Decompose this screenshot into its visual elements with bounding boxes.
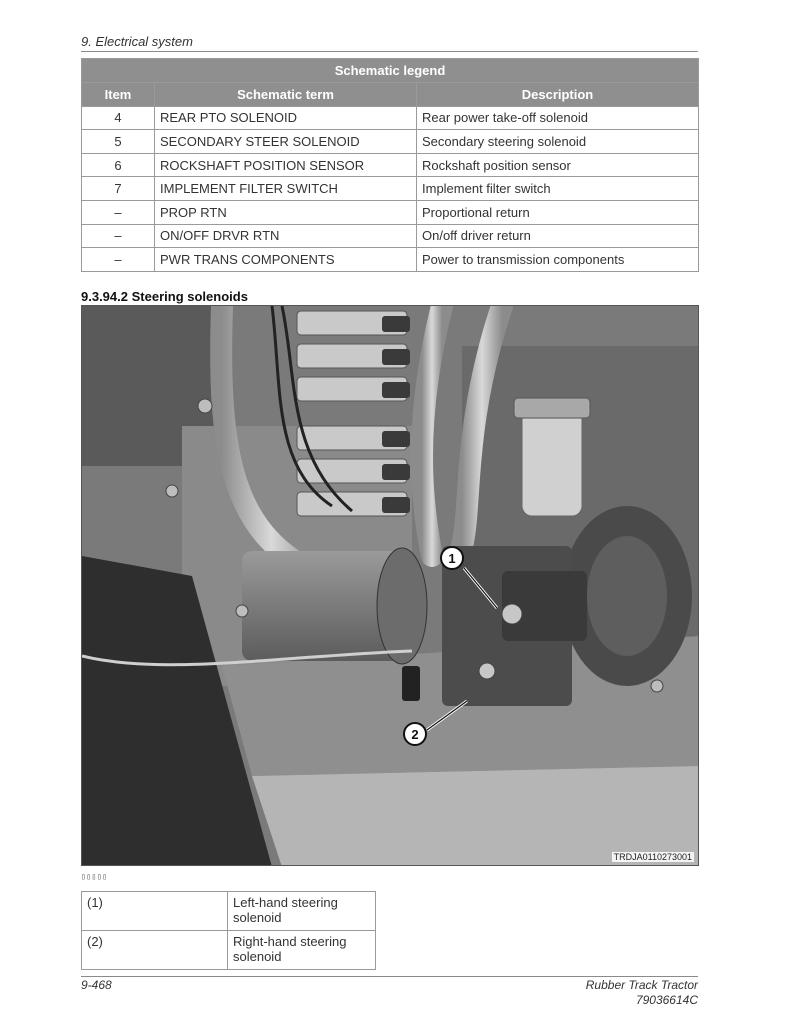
part-ref: (1) bbox=[82, 892, 228, 931]
subsection-heading bbox=[81, 289, 248, 304]
part-description: Right-hand steering solenoid bbox=[228, 931, 376, 970]
callout-2: 2 bbox=[403, 722, 427, 746]
row-item: – bbox=[82, 248, 155, 272]
image-reference-code: ▯▯▯▯▯ bbox=[81, 872, 108, 881]
row-term: PROP RTN bbox=[155, 200, 417, 224]
footer-divider bbox=[81, 976, 698, 977]
row-term: REAR PTO SOLENOID bbox=[155, 106, 417, 130]
row-item: – bbox=[82, 224, 155, 248]
table-row bbox=[82, 130, 699, 154]
table-row bbox=[82, 153, 699, 177]
subsection-number: 9.3.94.2 bbox=[81, 289, 128, 304]
row-term: ROCKSHAFT POSITION SENSOR bbox=[155, 153, 417, 177]
table-row bbox=[82, 200, 699, 224]
product-name: Rubber Track Tractor bbox=[585, 978, 698, 992]
row-description: Proportional return bbox=[417, 200, 699, 224]
row-term: ON/OFF DRVR RTN bbox=[155, 224, 417, 248]
row-term: IMPLEMENT FILTER SWITCH bbox=[155, 177, 417, 201]
figure-code: TRDJA0110273001 bbox=[613, 852, 692, 862]
row-description: Secondary steering solenoid bbox=[417, 130, 699, 154]
part-description: Left-hand steering solenoid bbox=[228, 892, 376, 931]
row-description: Implement filter switch bbox=[417, 177, 699, 201]
row-item: 5 bbox=[82, 130, 155, 154]
row-description: Rockshaft position sensor bbox=[417, 153, 699, 177]
table-row bbox=[82, 106, 699, 130]
row-description: Power to transmission components bbox=[417, 248, 699, 272]
column-header-item: Item bbox=[82, 83, 155, 107]
footer-product-info bbox=[586, 978, 698, 1008]
row-item: – bbox=[82, 200, 155, 224]
row-description: Rear power take-off solenoid bbox=[417, 106, 699, 130]
photo-illustration bbox=[82, 306, 699, 866]
schematic-legend-table bbox=[81, 58, 699, 272]
table-row bbox=[82, 892, 376, 931]
legend-table-title: Schematic legend bbox=[82, 59, 699, 83]
table-row bbox=[82, 177, 699, 201]
row-item: 7 bbox=[82, 177, 155, 201]
column-header-term: Schematic term bbox=[155, 83, 417, 107]
part-ref: (2) bbox=[82, 931, 228, 970]
row-term: SECONDARY STEER SOLENOID bbox=[155, 130, 417, 154]
table-row bbox=[82, 931, 376, 970]
column-header-description: Description bbox=[417, 83, 699, 107]
parts-key-table bbox=[81, 891, 376, 970]
row-description: On/off driver return bbox=[417, 224, 699, 248]
subsection-title: Steering solenoids bbox=[131, 289, 248, 304]
table-row bbox=[82, 224, 699, 248]
steering-solenoids-photo bbox=[81, 305, 699, 866]
row-term: PWR TRANS COMPONENTS bbox=[155, 248, 417, 272]
document-number: 79036614C bbox=[635, 993, 698, 1007]
row-item: 4 bbox=[82, 106, 155, 130]
row-item: 6 bbox=[82, 153, 155, 177]
section-header: 9. Electrical system bbox=[81, 34, 698, 52]
page-number: 9-468 bbox=[81, 978, 112, 992]
callout-1: 1 bbox=[440, 546, 464, 570]
table-row bbox=[82, 248, 699, 272]
